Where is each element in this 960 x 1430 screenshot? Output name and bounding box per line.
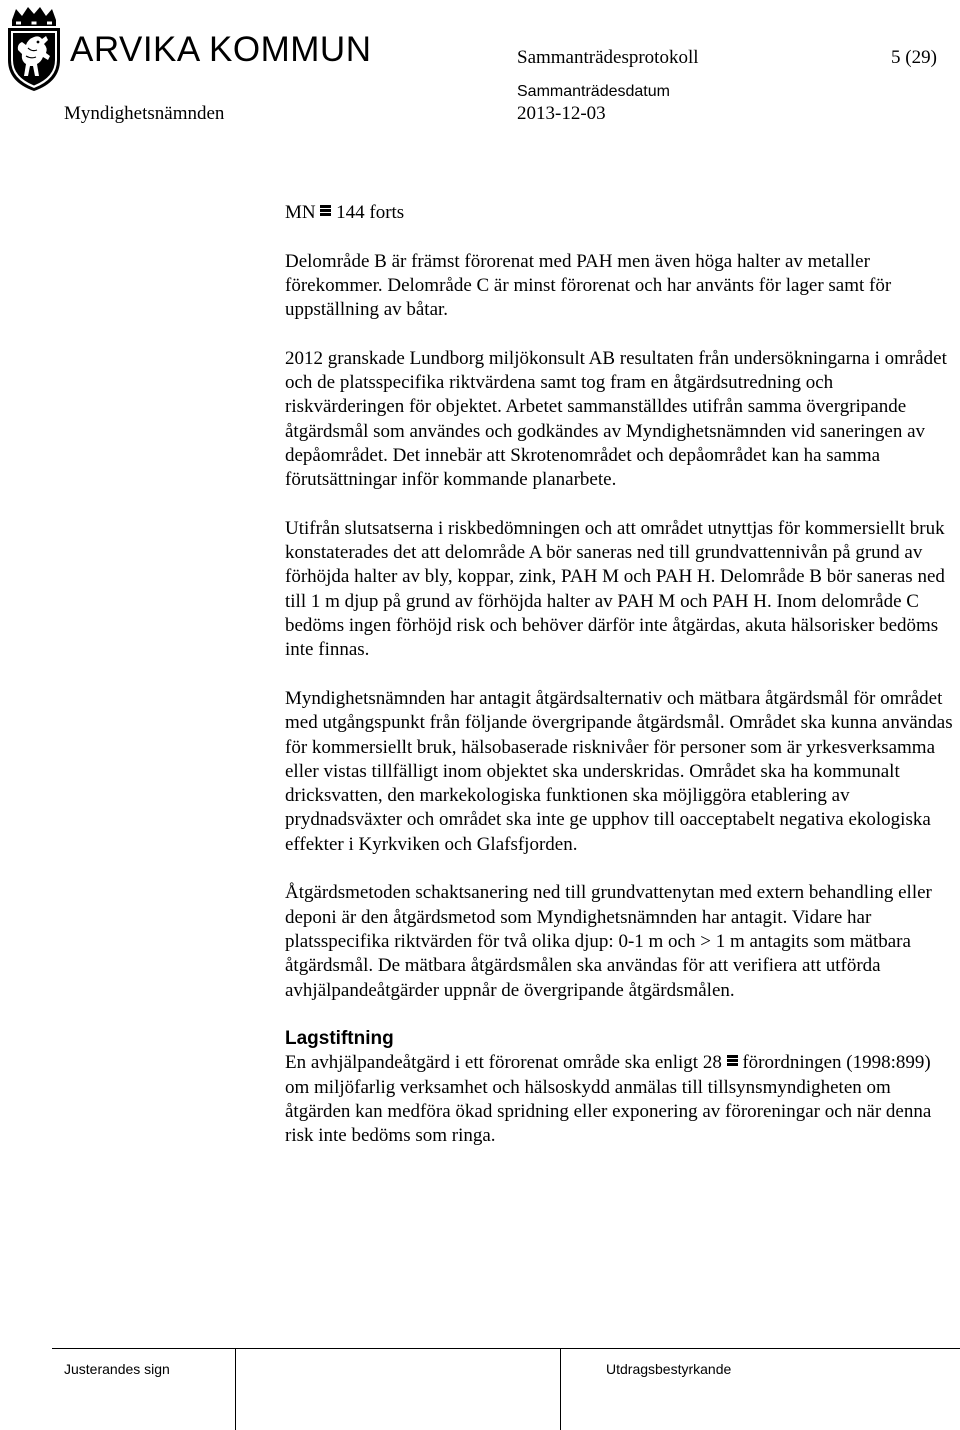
document-body [285,201,955,1149]
signature-box [235,1348,561,1430]
meeting-date-label: Sammanträdesdatum [517,83,670,100]
brand-wordmark: ARVIKA KOMMUN [70,30,372,69]
page-number: 5 (29) [891,47,937,68]
law-paragraph [285,1051,955,1148]
law-text-end: förordningen (1998:899) om miljöfarlig verksamhet och hälsoskydd anmälas till tillsynsmyndigheten om åtgärden kan medföra ökad spridning eller exponering av föroreningar och när denna risk inte bedöms som ringa. [285,1052,932,1147]
paragraph: Myndighetsnämnden har antagit åtgärdsalternativ och mätbara åtgärdsmål för området med utgångspunkt från följande övergripande åtgärdsmål. Området ska kunna användas för kommersiellt bruk, hälsobaserade risknivåer för personer som är yrkesverksamma eller vistas tillfälligt inom objektet ska underskridas. Området ska ha kommunalt dricksvatten, den markekologiska funktionen ska möjliggöra etablering av prydnadsväxter och området ska inte ge upphov till oacceptabelt negativa ekologiska effekter i Kyrkviken och Glafsfjorden. [285,687,953,855]
paragraph: 2012 granskade Lundborg miljökonsult AB resultaten från undersökningarna i området och de platsspecifika riktvärdena samt tog fram en åtgärdsutredning och riskvärderingen för objektet. Arbetet sammanställdes utifrån samma övergripande åtgärdsmål som användes och godkändes av Myndighetsnämnden vid saneringen av depåområdet. Det innebär att Skrotenområdet och depåområdet kan ha samma förutsättningar inför kommande planarbete. [285,347,947,491]
paragraph: Delområde B är främst förorenat med PAH men även höga halter av metaller förekommer. Delområde C är minst förorenat och har använts för lager samt för uppställning av båtar. [285,250,892,321]
section-sign-icon [727,1051,738,1071]
committee-name: Myndighetsnämnden [64,103,225,124]
paragraph: Åtgärdsmetoden schaktsanering ned till grundvattenytan med extern behandling eller deponi är den åtgärdsmetod som Myndighetsnämnden har antagit. Vidare har platsspecifika riktvärden för två olika djup: 0-1 m och > 1 m antagits som mätbara åtgärdsmål. De mätbara åtgärdsmålen ska användas för att verifiera att utförda avhjälpandeåtgärder uppnår de övergripande åtgärdsmålen. [285,882,932,1001]
document-type: Sammanträdesprotokoll [517,47,699,68]
municipal-crest-logo [4,6,64,92]
extract-certification-label: Utdragsbestyrkande [606,1361,732,1377]
section-title [285,201,955,225]
section-title-suffix: 144 forts [336,202,405,223]
section-sign-icon [320,201,331,221]
section-title-prefix: MN [285,202,316,223]
law-text-start: En avhjälpandeåtgärd i ett förorenat område ska enligt 28 [285,1052,722,1074]
section-heading: Lagstiftning [285,1028,394,1050]
meeting-date: 2013-12-03 [517,103,606,124]
signature-label: Justerandes sign [64,1361,170,1377]
paragraph: Utifrån slutsatserna i riskbedömningen och att området utnyttjas för kommersiellt bruk konstaterades det att delområde A bör saneras ned till grundvattennivån på grund av förhöjda halter av bly, koppar, zink, PAH M och PAH H. Delområde B bör saneras ned till 1 m djup på grund av förhöjda halter av PAH M och PAH H. Inom delområde C bedöms ingen förhöjd risk och behöver därför inte åtgärdas, akuta hälsorisker bedöms inte finnas. [285,517,945,661]
